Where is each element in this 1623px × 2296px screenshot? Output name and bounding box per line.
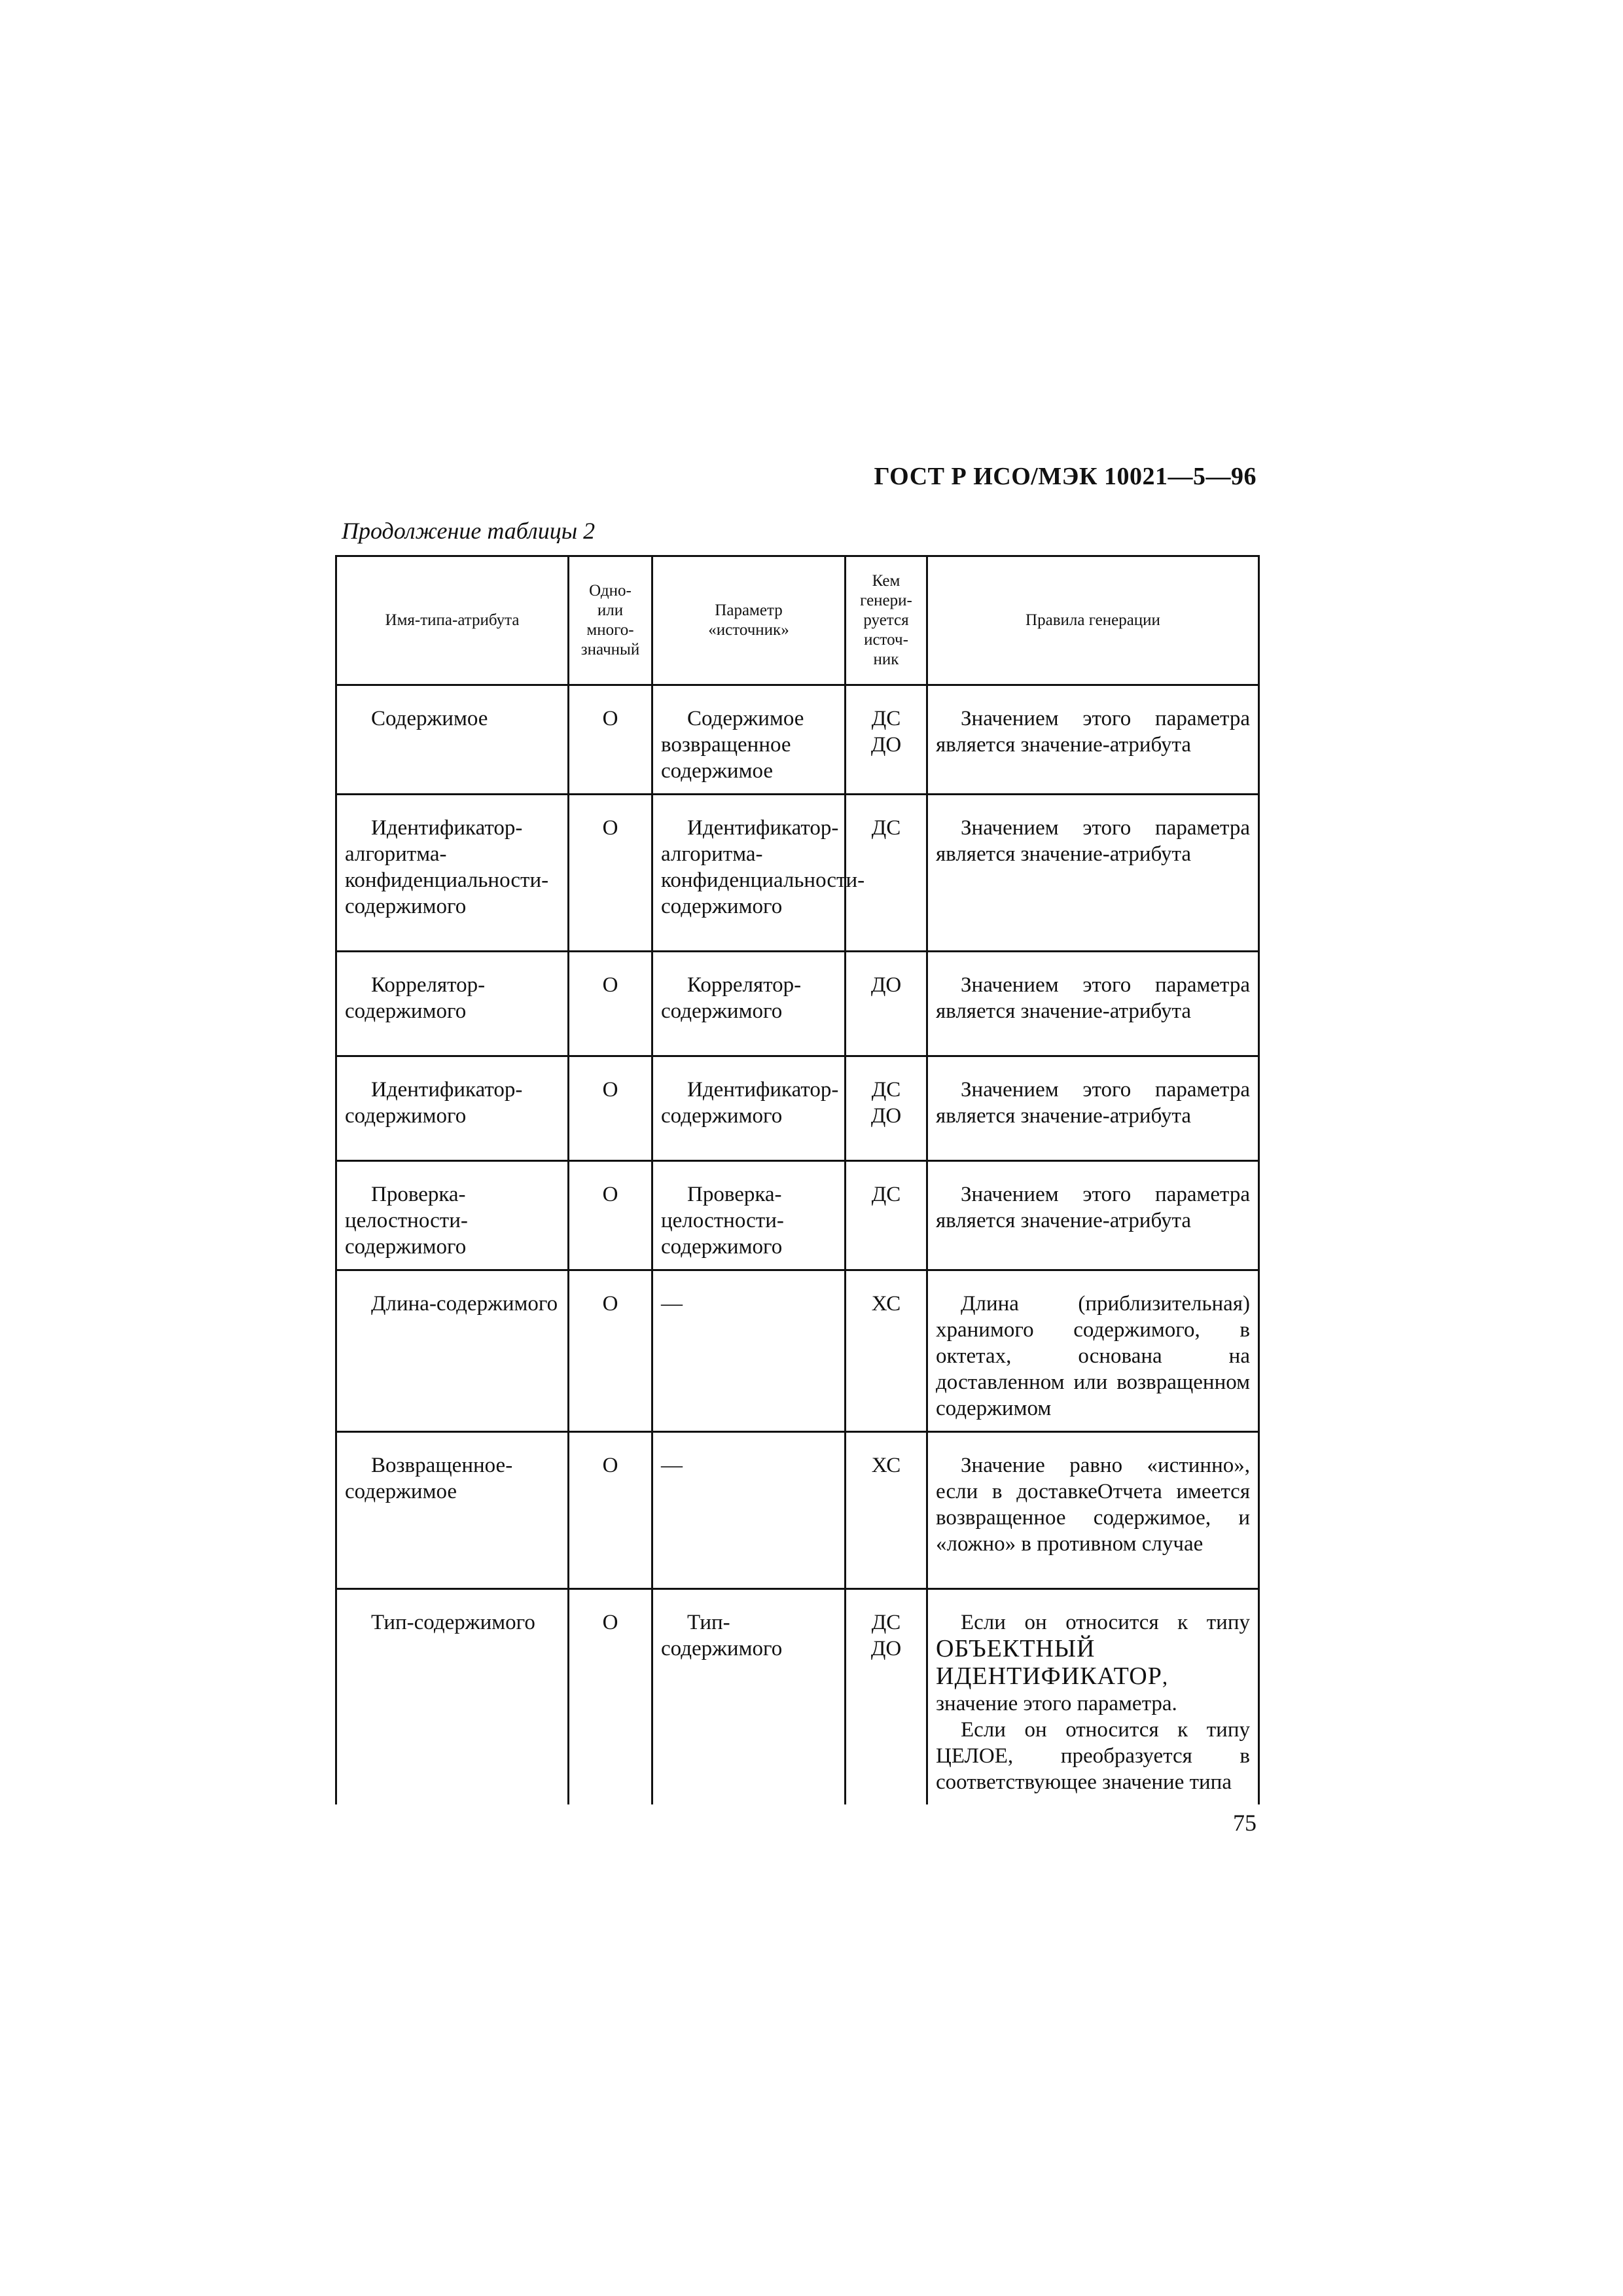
cell-multiplicity: О [569, 1270, 652, 1432]
page-number: 75 [1233, 1810, 1257, 1836]
table-row [336, 1432, 1259, 1589]
table-row [336, 1589, 1259, 1805]
column-header-generation-rules: Правила генерации [927, 556, 1259, 685]
cell-generated-by: ДС [846, 795, 927, 952]
table-row [336, 795, 1259, 952]
cell-generation-rules: Значением этого параметра является значение-атрибута [927, 795, 1259, 952]
rules-paragraph: Если он относится к типу ЦЕЛОЕ, преобразуется в соответствующее значение типа [936, 1718, 1250, 1794]
rules-caps-text: ОБЪЕКТНЫЙ ИДЕНТИФИКАТОР [936, 1635, 1162, 1690]
cell-attribute-name: Проверка-целостности-содержимого [336, 1161, 569, 1270]
cell-source-parameter: — [652, 1270, 846, 1432]
cell-source-parameter: — [652, 1432, 846, 1589]
cell-source-parameter: Проверка-целостности-содержимого [652, 1161, 846, 1270]
cell-generated-by: ДО [846, 952, 927, 1056]
cell-multiplicity: О [569, 1589, 652, 1805]
cell-generation-rules: Значением этого параметра является значение-атрибута [927, 1056, 1259, 1161]
attribute-table [335, 555, 1260, 1804]
cell-generation-rules: Значением этого параметра является значение-атрибута [927, 952, 1259, 1056]
column-header-attribute-type-name: Имя-типа-атрибута [336, 556, 569, 685]
cell-generated-by: ХС [846, 1270, 927, 1432]
document-code: ГОСТ Р ИСО/МЭК 10021—5—96 [874, 463, 1257, 490]
cell-generated-by: ДС [846, 1161, 927, 1270]
cell-attribute-name: Возвращенное-содержимое [336, 1432, 569, 1589]
cell-attribute-name: Тип-содержимого [336, 1589, 569, 1805]
table-header-row [336, 556, 1259, 685]
table-continuation-caption: Продолжение таблицы 2 [342, 518, 596, 544]
cell-source-parameter: Идентификатор-алгоритма-конфиденциальности-содержимого [652, 795, 846, 952]
cell-source-parameter: Содержимое возвращенное содержимое [652, 685, 846, 795]
table-row [336, 952, 1259, 1056]
cell-source-parameter: Идентификатор-содержимого [652, 1056, 846, 1161]
cell-generated-by: ХС [846, 1432, 927, 1589]
cell-generation-rules [927, 1589, 1259, 1805]
cell-generation-rules: Значением этого параметра является значение-атрибута [927, 685, 1259, 795]
cell-generation-rules: Значение равно «истинно», если в доставкеОтчета имеется возвращенное содержимое, и «ложно» в противном случае [927, 1432, 1259, 1589]
cell-attribute-name: Идентификатор-алгоритма-конфиденциальности-содержимого [336, 795, 569, 952]
cell-multiplicity: О [569, 795, 652, 952]
attribute-table-container [335, 555, 1258, 1804]
cell-source-parameter: Коррелятор-содержимого [652, 952, 846, 1056]
rules-paragraph: Если он относится к типу ОБЪЕКТНЫЙ ИДЕНТИФИКАТОР, значение этого параметра. [936, 1611, 1250, 1715]
cell-generation-rules: Длина (приблизительная) хранимого содержимого, в октетах, основана на доставленном или возвращенном содержимом [927, 1270, 1259, 1432]
table-row [336, 1161, 1259, 1270]
cell-generated-by: ДС ДО [846, 685, 927, 795]
cell-multiplicity: О [569, 685, 652, 795]
cell-generation-rules: Значением этого параметра является значение-атрибута [927, 1161, 1259, 1270]
cell-multiplicity: О [569, 1161, 652, 1270]
cell-generated-by: ДС ДО [846, 1056, 927, 1161]
cell-attribute-name: Коррелятор-содержимого [336, 952, 569, 1056]
cell-generated-by: ДС ДО [846, 1589, 927, 1805]
cell-multiplicity: О [569, 1432, 652, 1589]
column-header-source-parameter: Параметр «источник» [652, 556, 846, 685]
cell-multiplicity: О [569, 952, 652, 1056]
cell-attribute-name: Содержимое [336, 685, 569, 795]
cell-attribute-name: Идентификатор-содержимого [336, 1056, 569, 1161]
cell-source-parameter: Тип-содержимого [652, 1589, 846, 1805]
table-row [336, 1056, 1259, 1161]
cell-attribute-name: Длина-содержимого [336, 1270, 569, 1432]
column-header-single-multi-valued: Одно- или много- значный [569, 556, 652, 685]
table-row [336, 685, 1259, 795]
column-header-generated-by: Кем генери- руется источ- ник [846, 556, 927, 685]
cell-multiplicity: О [569, 1056, 652, 1161]
table-row [336, 1270, 1259, 1432]
